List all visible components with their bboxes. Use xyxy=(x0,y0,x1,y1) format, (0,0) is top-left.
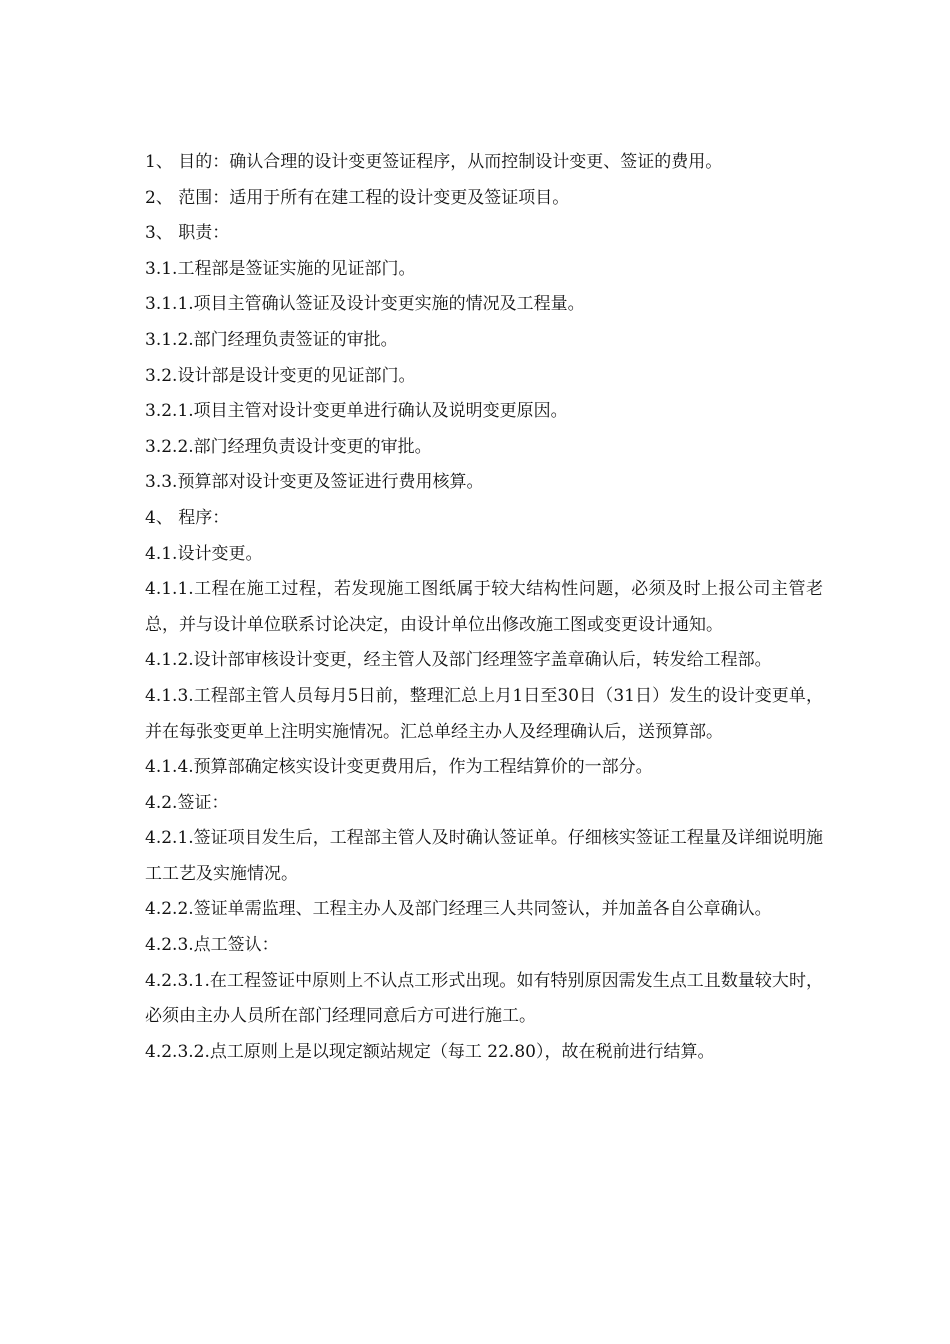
paragraph-4-1: 4.1.设计变更。 xyxy=(145,543,263,564)
paragraph-4-2-3: 4.2.3.点工签认： xyxy=(145,935,279,956)
paragraph-4-1-2: 4.1.2.设计部审核设计变更，经主管人及部门经理签字盖章确认后，转发给工程部。 xyxy=(145,650,772,671)
paragraph-4-2-3-1: 4.2.3.1.在工程签证中原则上不认点工形式出现。如有特别原因需发生点工且数量较大时，必须由主办人员所在部门经理同意后方可进行施工。 xyxy=(145,970,823,1027)
paragraph-3-2-2: 3.2.2.部门经理负责设计变更的审批。 xyxy=(145,436,432,457)
paragraph-4-2: 4.2.签证： xyxy=(145,792,229,813)
paragraph-4-1-4: 4.1.4.预算部确定核实设计变更费用后，作为工程结算价的一部分。 xyxy=(145,757,653,778)
paragraph-3-1-2: 3.1.2.部门经理负责签证的审批。 xyxy=(145,329,398,350)
paragraph-3-1-1: 3.1.1.项目主管确认签证及设计变更实施的情况及工程量。 xyxy=(145,294,585,315)
paragraph-3-1: 3.1.工程部是签证实施的见证部门。 xyxy=(145,258,416,279)
document-body xyxy=(145,145,823,1070)
paragraph-3-2: 3.2.设计部是设计变更的见证部门。 xyxy=(145,365,416,386)
paragraph-4-2-1: 4.2.1.签证项目发生后，工程部主管人及时确认签证单。仔细核实签证工程量及详细说明施工工艺及实施情况。 xyxy=(145,828,823,884)
paragraph-4-1-3: 4.1.3.工程部主管人员每月5日前，整理汇总上月1日至30日（31日）发生的设计变更单，并在每张变更单上注明实施情况。汇总单经主办人及经理确认后，送预算部。 xyxy=(145,685,823,742)
paragraph-4-2-2: 4.2.2.签证单需监理、工程主办人及部门经理三人共同签认，并加盖各自公章确认。 xyxy=(145,899,772,920)
paragraph-responsibilities: 3、 职责： xyxy=(145,223,230,244)
paragraph-purpose: 1、 目的：确认合理的设计变更签证程序，从而控制设计变更、签证的费用。 xyxy=(145,152,723,172)
paragraph-4-1-1: 4.1.1.工程在施工过程，若发现施工图纸属于较大结构性问题，必须及时上报公司主管老总，并与设计单位联系讨论决定，由设计单位出修改施工图或变更设计通知。 xyxy=(145,579,823,635)
paragraph-scope: 2、 范围：适用于所有在建工程的设计变更及签证项目。 xyxy=(145,187,570,208)
paragraph-4-2-3-2: 4.2.3.2.点工原则上是以现定额站规定（每工 22.80），故在税前进行结算。 xyxy=(145,1041,715,1062)
paragraph-3-3: 3.3.预算部对设计变更及签证进行费用核算。 xyxy=(145,472,484,493)
paragraph-procedure: 4、 程序： xyxy=(145,507,230,528)
paragraph-3-2-1: 3.2.1.项目主管对设计变更单进行确认及说明变更原因。 xyxy=(145,401,568,422)
